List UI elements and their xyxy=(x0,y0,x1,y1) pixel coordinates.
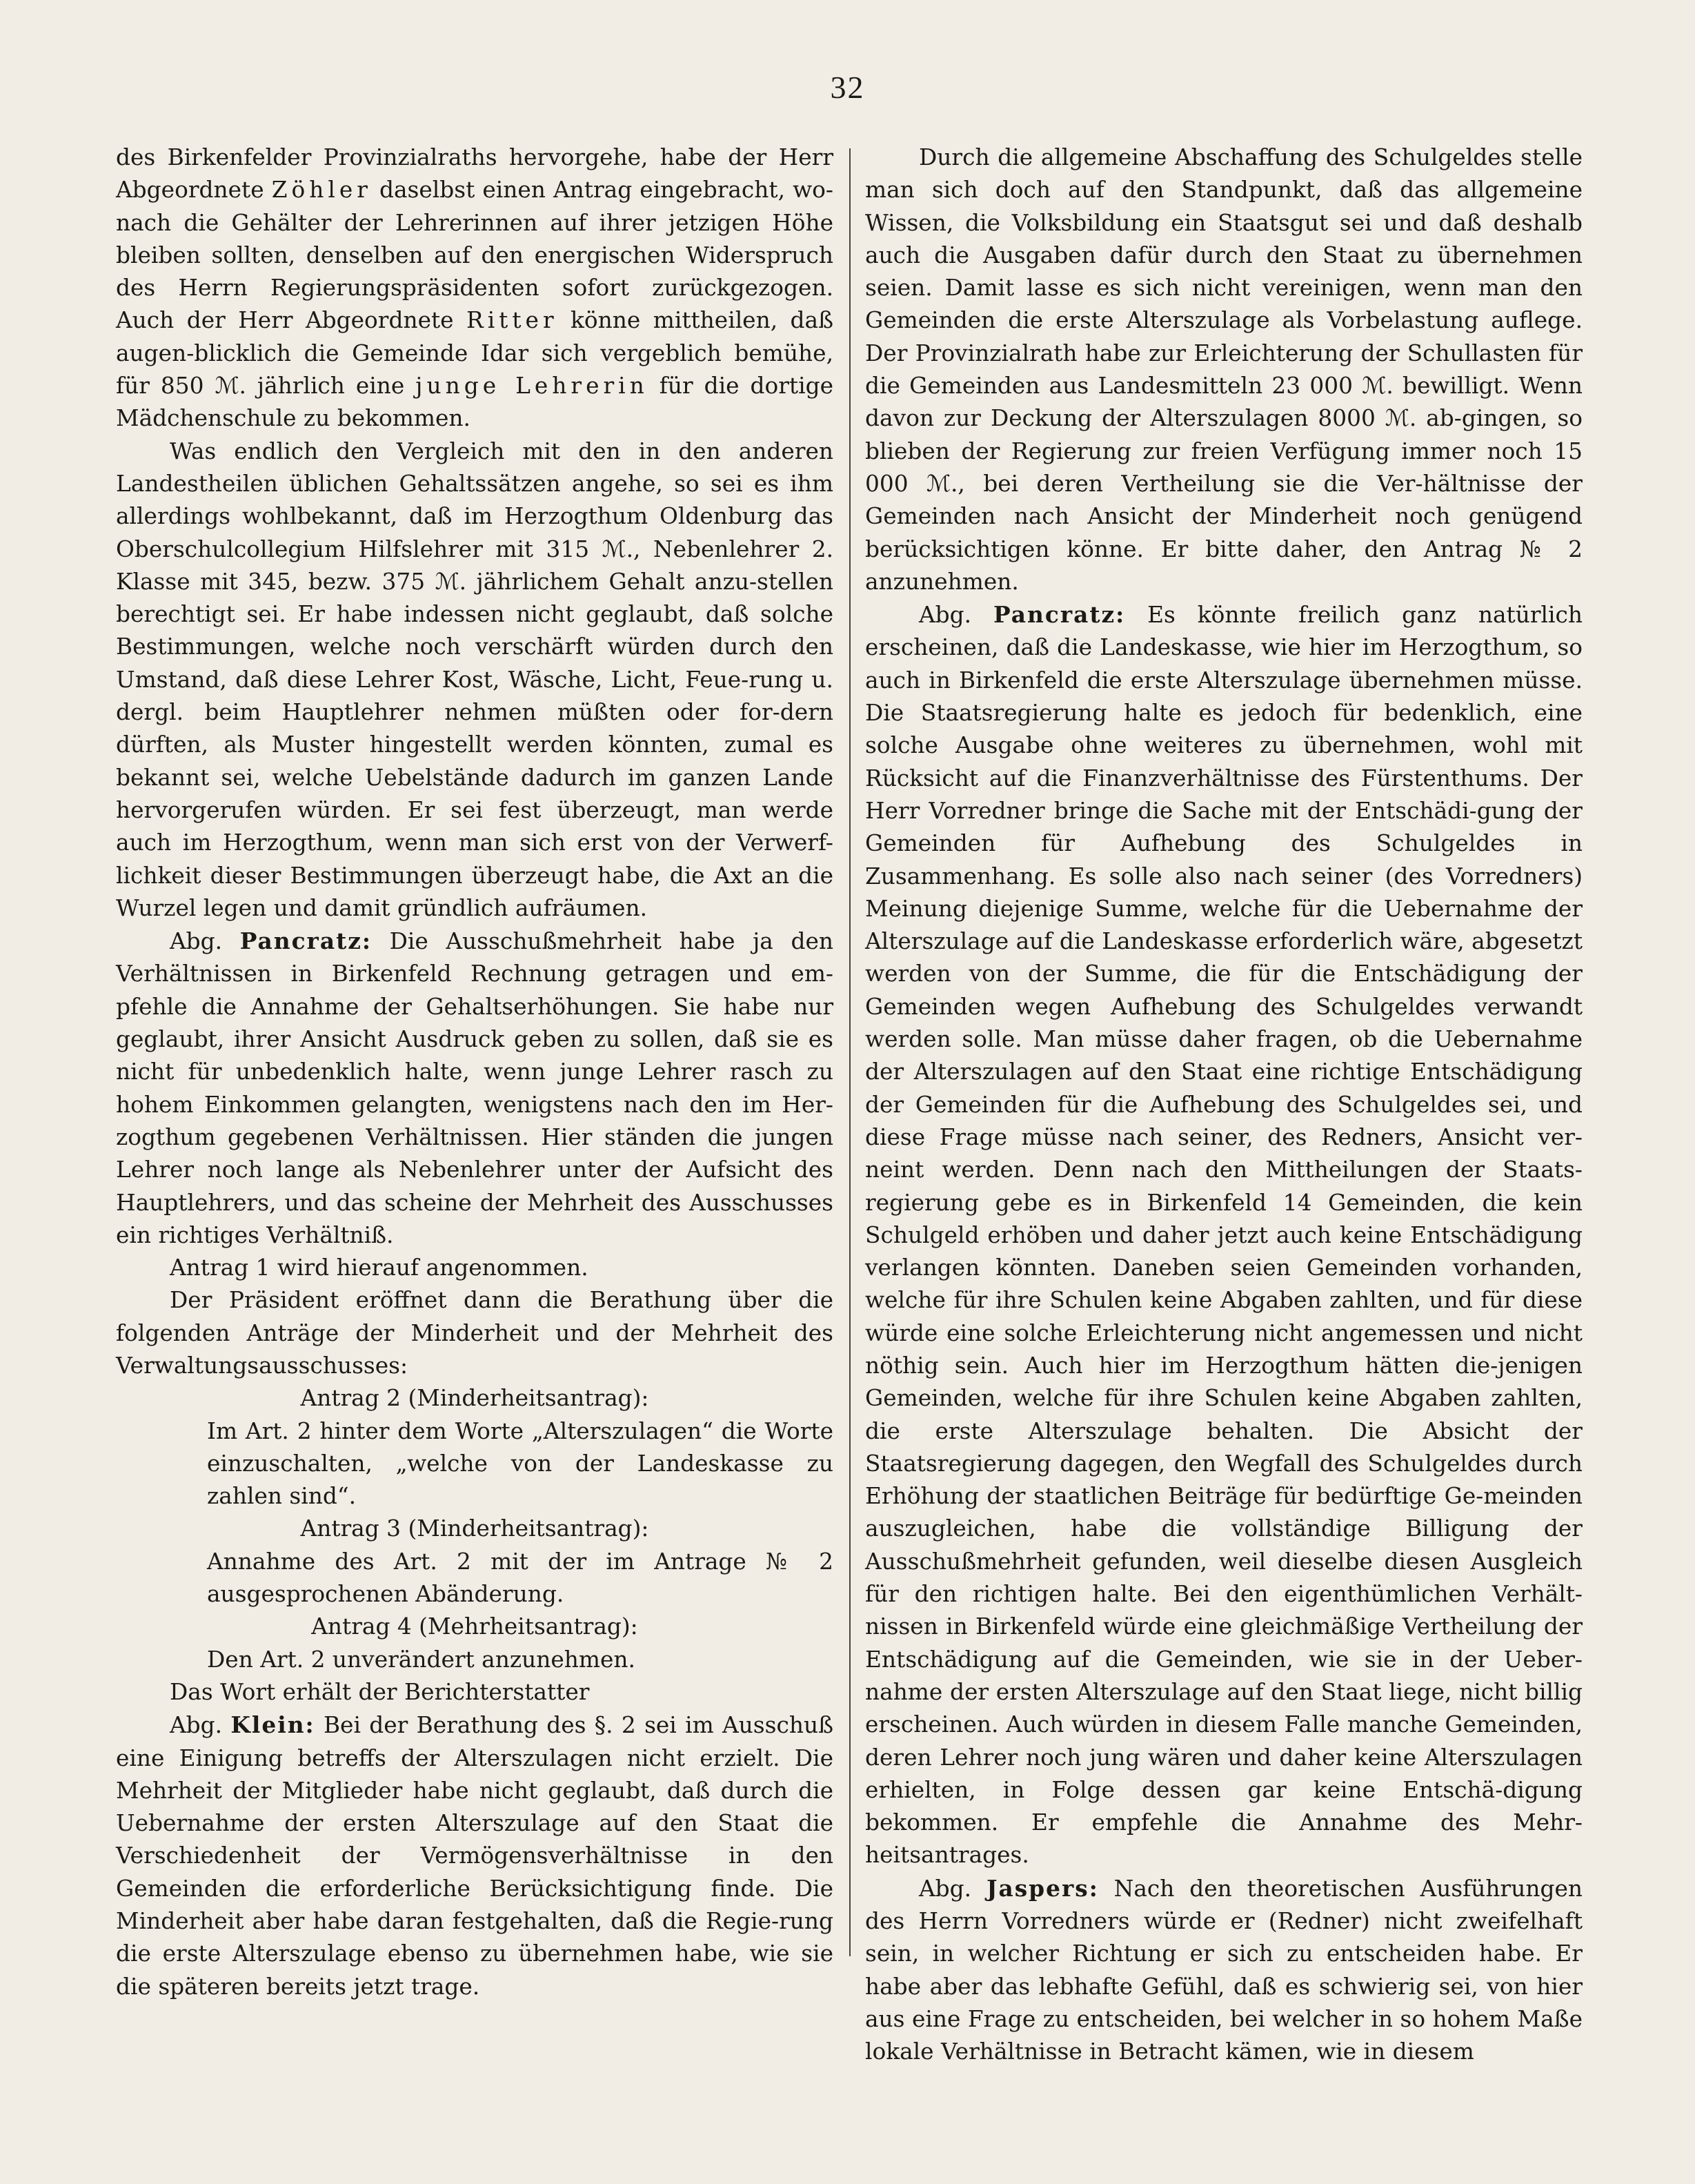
paragraph xyxy=(865,1872,1583,2069)
text-run: für die dortige Mädchenschule zu bekommen. xyxy=(116,373,833,432)
motion-title xyxy=(116,1611,833,1643)
paragraph xyxy=(116,1252,833,1284)
text-run: Was endlich den Vergleich mit den in den anderen Landestheilen üblichen Gehaltssätzen angehe, so sei es ihm allerdings wohlbekannt, daß im Herzogthum Oldenburg das Oberschulcollegium Hilfslehrer mit 315 ℳ., Nebenlehrer 2. Klasse mit 345, bezw. 375 ℳ. jährlichem Gehalt anzu-stellen berechtigt sei. Er habe indessen nicht geglaubt, daß solche Bestimmungen, welche noch verschärft würden durch den Umstand, daß diese Lehrer Kost, Wäsche, Licht, Feue-rung u. dergl. beim Hauptlehrer nehmen müßten oder for-dern dürften, als Muster hingestellt werden könnten, zumal es bekannt sei, welche Uebelstände dadurch im ganzen Lande hervorgerufen würden. Er sei fest überzeugt, man werde auch im Herzogthum, wenn man sich erst von der Verwerf-lichkeit dieser Bestimmungen überzeugt habe, die Axt an die Wurzel legen und damit gründlich aufräumen. xyxy=(116,437,833,921)
text-run: Antrag 1 wird hierauf angenommen. xyxy=(170,1255,588,1281)
text-run: Antrag 2 (Minderheitsantrag): xyxy=(300,1385,649,1412)
paragraph xyxy=(865,141,1583,598)
text-run: Abg. xyxy=(919,602,993,629)
text-run: Der Präsident eröffnet dann die Berathung über die folgenden Anträge der Minderheit und der Mehrheit des Verwaltungsausschusses: xyxy=(116,1287,833,1379)
text-run: Abg. xyxy=(170,1712,231,1739)
paragraph xyxy=(116,1676,833,1709)
text-run: Den Art. 2 unverändert anzunehmen. xyxy=(207,1646,635,1673)
paragraph xyxy=(116,435,833,925)
text-run: Im Art. 2 hinter dem Worte „Alterszulagen“ die Worte einzuschalten, „welche von der Landeskasse zu zahlen sind“. xyxy=(207,1417,833,1510)
text-run: Nach den theoretischen Ausführungen des Herrn Vorredners würde er (Redner) nicht zweifelhaft sein, in welcher Richtung er sich zu entscheiden habe. Er habe aber das lebhafte Gefühl, daß es schwierig sei, von hier aus eine Frage zu entscheiden, bei welcher in so hohem Maße lokale Verhältnisse in Betracht kämen, wie in diesem xyxy=(865,1875,1583,2065)
paragraph xyxy=(116,925,833,1252)
speaker-name: Pancratz: xyxy=(239,927,372,955)
motion-title xyxy=(116,1382,833,1415)
text-run: Bei der Berathung des §. 2 sei im Ausschuß eine Einigung betreffs der Alterszulagen nicht erzielt. Die Mehrheit der Mitglieder habe nicht geglaubt, daß durch die Uebernahme der ersten Alterszulage auf den Staat die Verschiedenheit der Vermögensverhältnisse in den Gemeinden die erforderliche Berücksichtigung finde. Die Minderheit aber habe daran festgehalten, daß die Regie-rung die erste Alterszulage ebenso zu übernehmen habe, wie sie die späteren bereits jetzt trage. xyxy=(116,1712,833,2000)
paragraph xyxy=(116,1709,833,2003)
speaker-name: Pancratz: xyxy=(993,601,1126,629)
spaced-name: junge Lehrerin xyxy=(415,373,648,400)
text-run: Durch die allgemeine Abschaffung des Schulgeldes stelle man sich doch auf den Standpunkt, daß das allgemeine Wissen, die Volksbildung ein Staatsgut sei und daß deshalb auch die Ausgaben dafür durch den Staat zu übernehmen seien. Damit lasse es sich nicht vereinigen, wenn man den Gemeinden die erste Alterszulage als Vorbelastung auflege. Der Provinzialrath habe zur Erleichterung der Schullasten für die Gemeinden aus Landesmitteln 23 000 ℳ. bewilligt. Wenn davon zur Deckung der Alterszulagen 8000 ℳ. ab-gingen, so blieben der Regierung zur freien Verfügung immer noch 15 000 ℳ., bei deren Vertheilung sie die Ver-hältnisse der Gemeinden nach Ansicht der Minderheit noch genügend berücksichtigen könne. Er bitte daher, den Antrag № 2 anzunehmen. xyxy=(865,144,1583,595)
speaker-name: Jaspers: xyxy=(986,1874,1099,1902)
text-run: könne mittheilen, daß augen-blicklich die Gemeinde Idar sich vergeblich bemühe, für 850 ℳ. jährlich eine xyxy=(116,307,833,400)
motion-text xyxy=(116,1644,833,1676)
spaced-name: Zöhler xyxy=(271,177,372,204)
right-column xyxy=(865,141,1583,2069)
speaker-name: Klein: xyxy=(230,1711,315,1739)
text-run: Antrag 3 (Minderheitsantrag): xyxy=(300,1515,649,1542)
paragraph xyxy=(865,598,1583,1872)
motion-text xyxy=(116,1546,833,1611)
text-run: Abg. xyxy=(170,928,240,955)
text-run: Abg. xyxy=(919,1875,987,1902)
column-divider xyxy=(849,148,851,1956)
text-run: Es könnte freilich ganz natürlich erscheinen, daß die Landeskasse, wie hier im Herzogthum, so auch in Birkenfeld die erste Alterszulage übernehmen müsse. Die Staatsregierung halte es jedoch für bedenklich, eine solche Ausgabe ohne weiteres zu übernehmen, wohl mit Rücksicht auf die Finanzverhältnisse des Fürstenthums. Der Herr Vorredner bringe die Sache mit der Entschädi-gung der Gemeinden für Aufhebung des Schulgeldes in Zusammenhang. Es solle also nach seiner (des Vorredners) Meinung diejenige Summe, welche für die Uebernahme der Alterszulage auf die Landeskasse erforderlich wäre, abgesetzt werden von der Summe, die für die Entschädigung der Gemeinden wegen Aufhebung des Schulgeldes verwandt werden solle. Man müsse daher fragen, ob die Uebernahme der Alterszulagen auf den Staat eine richtige Entschädigung der Gemeinden für die Aufhebung des Schulgeldes sei, und diese Frage müsse nach seiner, des Redners, Ansicht ver-neint werden. Denn nach den Mittheilungen der Staats-regierung gebe es in Birkenfeld 14 Gemeinden, die kein Schulgeld erhöben und daher jetzt auch keine Entschädigung verlangen könnten. Daneben seien Gemeinden vorhanden, welche für ihre Schulen keine Abgaben zahlten, und für diese würde eine solche Erleichterung nicht angemessen und nicht nöthig sein. Auch hier im Herzogthum hätten die-jenigen Gemeinden, welche für ihre Schulen keine Abgaben zahlten, die erste Alterszulage behalten. Die Absicht der Staatsregierung dagegen, den Wegfall des Schulgeldes durch Erhöhung der staatlichen Beiträge für bedürftige Ge-meinden auszugleichen, habe die vollständige Billigung der Ausschußmehrheit gefunden, weil dieselbe diesen Ausgleich für den richtigen halte. Bei den eigenthümlichen Verhält-nissen in Birkenfeld würde eine gleichmäßige Vertheilung der Entschädigung auf die Gemeinden, wie sie in der Ueber-nahme der ersten Alterszulage auf den Staat liege, nicht billig erscheinen. Auch würden in diesem Falle manche Gemeinden, deren Lehrer noch jung wären und daher keine Alterszulagen erhielten, in Folge dessen gar keine Entschä-digung bekommen. Er empfehle die Annahme des Mehr-heitsantrages. xyxy=(865,602,1583,1869)
text-run: Die Ausschußmehrheit habe ja den Verhältnissen in Birkenfeld Rechnung getragen und em-pfehle die Annahme der Gehaltserhöhungen. Sie habe nur geglaubt, ihrer Ansicht Ausdruck geben zu sollen, daß sie es nicht für unbedenklich halte, wenn junge Lehrer rasch zu hohem Einkommen gelangten, wenigstens nach den im Her-zogthum gegebenen Verhältnissen. Hier ständen die jungen Lehrer noch lange als Nebenlehrer unter der Aufsicht des Hauptlehrers, und das scheine der Mehrheit des Ausschusses ein richtiges Verhältniß. xyxy=(116,928,833,1248)
spaced-name: Ritter xyxy=(466,307,558,334)
motion-text xyxy=(116,1415,833,1513)
paragraph xyxy=(116,1284,833,1382)
left-column xyxy=(116,141,833,2003)
text-run: des Birkenfelder Provinzialraths hervorgehe, habe der Herr Abgeordnete xyxy=(116,144,833,204)
motion-title xyxy=(116,1513,833,1545)
text-run: Annahme des Art. 2 mit der im Antrage № 2 ausgesprochenen Abänderung. xyxy=(207,1548,833,1608)
text-run: Das Wort erhält der Berichterstatter xyxy=(170,1678,590,1705)
text-run: daselbst einen Antrag eingebracht, wo-nach die Gehälter der Lehrerinnen auf ihrer jetzigen Höhe bleiben sollten, denselben auf den energischen Widerspruch des Herrn Regierungspräsidenten sofort zurückgezogen. Auch der Herr Abgeordnete xyxy=(116,177,833,334)
paragraph xyxy=(116,141,833,435)
page-number: 32 xyxy=(830,70,865,105)
text-run: Antrag 4 (Mehrheitsantrag): xyxy=(311,1613,638,1640)
